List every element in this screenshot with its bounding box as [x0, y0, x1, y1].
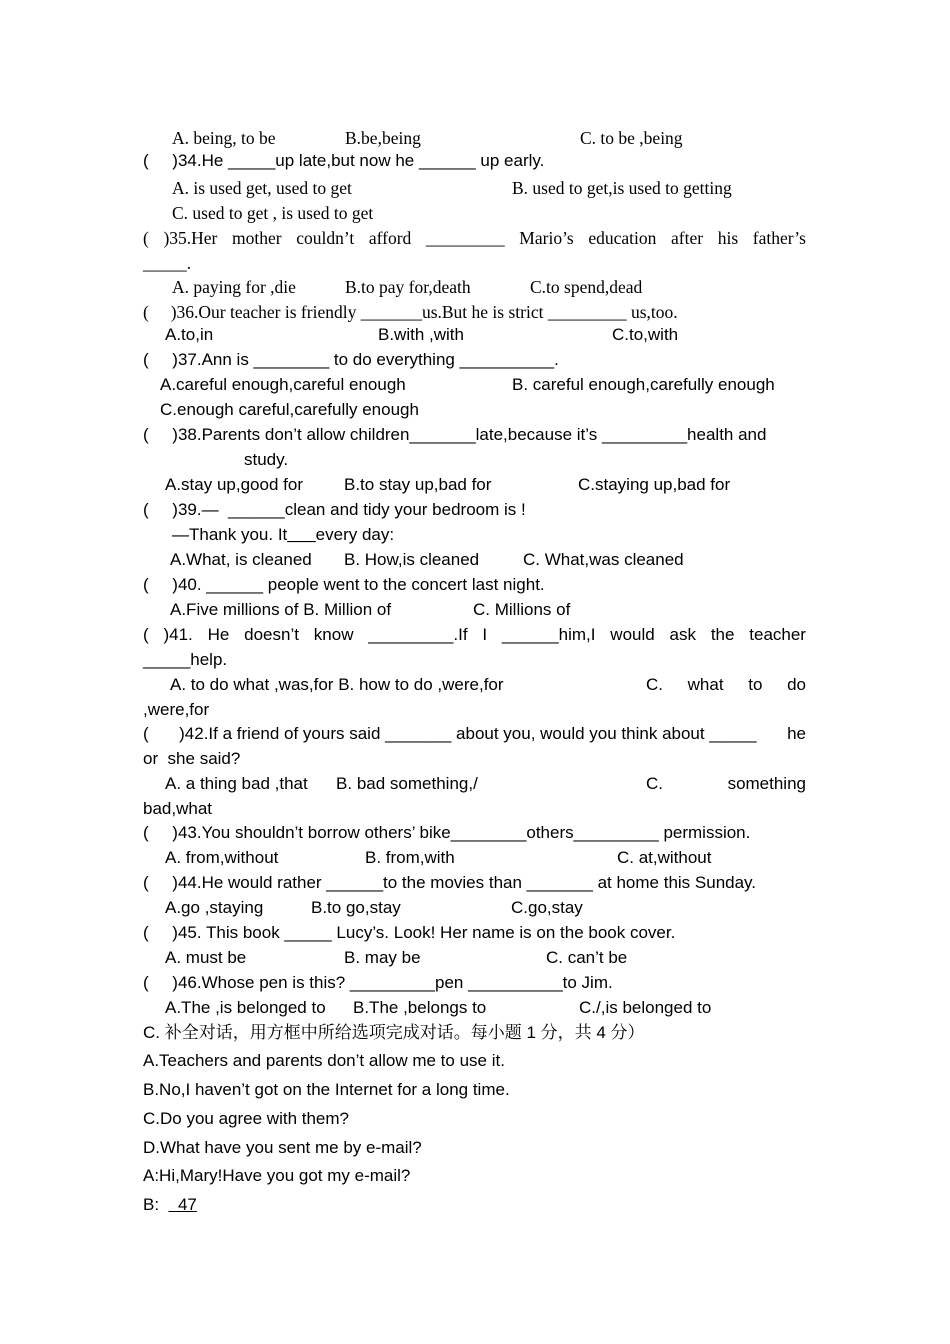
q33-option-a: A. being, to be [172, 128, 276, 148]
section-c-option-a: A.Teachers and parents don’t allow me to use it. [143, 1051, 505, 1070]
q45-option-b: B. may be [344, 948, 421, 967]
q41-option-c: C. what to do [646, 675, 806, 694]
q36-option-b: B.with ,with [378, 325, 464, 344]
q34-option-b: B. used to get,is used to getting [512, 178, 732, 198]
q38-option-a: A.stay up,good for [165, 475, 303, 494]
q36-stem: ( )36.Our teacher is friendly _______us.But he is strict _________ us,too. [143, 302, 678, 322]
q35-option-c: C.to spend,dead [530, 277, 643, 297]
section-c-option-c: C.Do you agree with them? [143, 1109, 349, 1128]
q39-stem: ( )39.— ______clean and tidy your bedroom is ! [143, 500, 526, 519]
q42-option-c-continued: bad,what [143, 799, 212, 818]
q43-option-c: C. at,without [617, 848, 712, 867]
q34-option-a: A. is used get, used to get [172, 178, 352, 198]
q44-stem: ( )44.He would rather ______to the movies than _______ at home this Sunday. [143, 873, 757, 892]
q46-option-a: A.The ,is belonged to [165, 998, 326, 1017]
q35-option-b: B.to pay for,death [345, 277, 471, 297]
q36-option-c: C.to,with [612, 325, 679, 344]
section-c-option-b: B.No,I haven’t got on the Internet for a long time. [143, 1080, 510, 1099]
dialog-line-b: B: 47 [143, 1195, 197, 1214]
q38-option-b: B.to stay up,bad for [344, 475, 492, 494]
q44-option-b: B.to go,stay [311, 898, 401, 917]
blank-47: 47 [168, 1195, 197, 1214]
q39-reply: —Thank you. It___every day: [172, 525, 395, 544]
q42-option-ab: A. a thing bad ,that B. bad something,/ [165, 774, 478, 793]
q35-stem-continued: _____. [143, 253, 192, 273]
q45-stem: ( )45. This book _____ Lucy’s. Look! Her name is on the book cover. [143, 923, 676, 942]
q46-option-b: B.The ,belongs to [353, 998, 487, 1017]
q34-stem: ( )34.He _____up late,but now he ______ up early. [143, 151, 545, 170]
q38-stem-continued: study. [244, 450, 289, 469]
q46-stem: ( )46.Whose pen is this? _________pen __________to Jim. [143, 973, 613, 992]
q33-option-c: C. to be ,being [580, 128, 683, 148]
q44-option-a: A.go ,staying [165, 898, 264, 917]
q43-stem: ( )43.You shouldn’t borrow others’ bike________others_________ permission. [143, 823, 751, 842]
q44-option-c: C.go,stay [511, 898, 583, 917]
q37-option-b: B. careful enough,carefully enough [512, 375, 775, 394]
q41-stem-continued: _____help. [143, 650, 228, 669]
q43-option-a: A. from,without [165, 848, 279, 867]
q37-option-a: A.careful enough,careful enough [160, 375, 406, 394]
q37-option-c: C.enough careful,carefully enough [160, 400, 419, 419]
q39-option-c: C. What,was cleaned [523, 550, 684, 569]
q41-option-c-continued: ,were,for [143, 700, 210, 719]
section-c-option-d: D.What have you sent me by e-mail? [143, 1138, 422, 1157]
q45-option-a: A. must be [165, 948, 247, 967]
q39-option-a: A.What, is cleaned [170, 550, 312, 569]
dialog-line-a: A:Hi,Mary!Have you got my e-mail? [143, 1166, 411, 1185]
q35-stem: ( )35.Her mother couldn’t afford _________ Mario’s education after his father’s [143, 228, 806, 248]
q35-option-a: A. paying for ,die [172, 277, 296, 297]
q38-stem: ( )38.Parents don’t allow children_______late,because it’s _________health and [143, 425, 767, 444]
q41-stem: ( )41. He doesn’t know _________.If I ______him,I would ask the teacher [143, 625, 806, 644]
q42-stem: ( )42.If a friend of yours said _______ about you, would you think about _____ he [143, 724, 806, 743]
q41-option-ab: A. to do what ,was,for B. how to do ,were,for [170, 675, 504, 694]
q39-option-b: B. How,is cleaned [344, 550, 480, 569]
q42-option-c: C. something [646, 774, 806, 793]
q40-stem: ( )40. ______ people went to the concert last night. [143, 575, 545, 594]
q43-option-b: B. from,with [365, 848, 455, 867]
q45-option-c: C. can’t be [546, 948, 628, 967]
q34-option-c: C. used to get , is used to get [172, 203, 374, 223]
section-c-heading: C. 补全对话，用方框中所给选项完成对话。每小题 1 分，共 4 分） [143, 1023, 645, 1042]
q46-option-c: C./,is belonged to [579, 998, 712, 1017]
q42-stem-continued: or she said? [143, 749, 241, 768]
q40-option-c: C. Millions of [473, 600, 571, 619]
q40-option-ab: A.Five millions of B. Million of [170, 600, 392, 619]
q36-option-a: A.to,in [165, 325, 214, 344]
q33-option-b: B.be,being [345, 128, 421, 148]
q38-option-c: C.staying up,bad for [578, 475, 731, 494]
q37-stem: ( )37.Ann is ________ to do everything __________. [143, 350, 559, 369]
